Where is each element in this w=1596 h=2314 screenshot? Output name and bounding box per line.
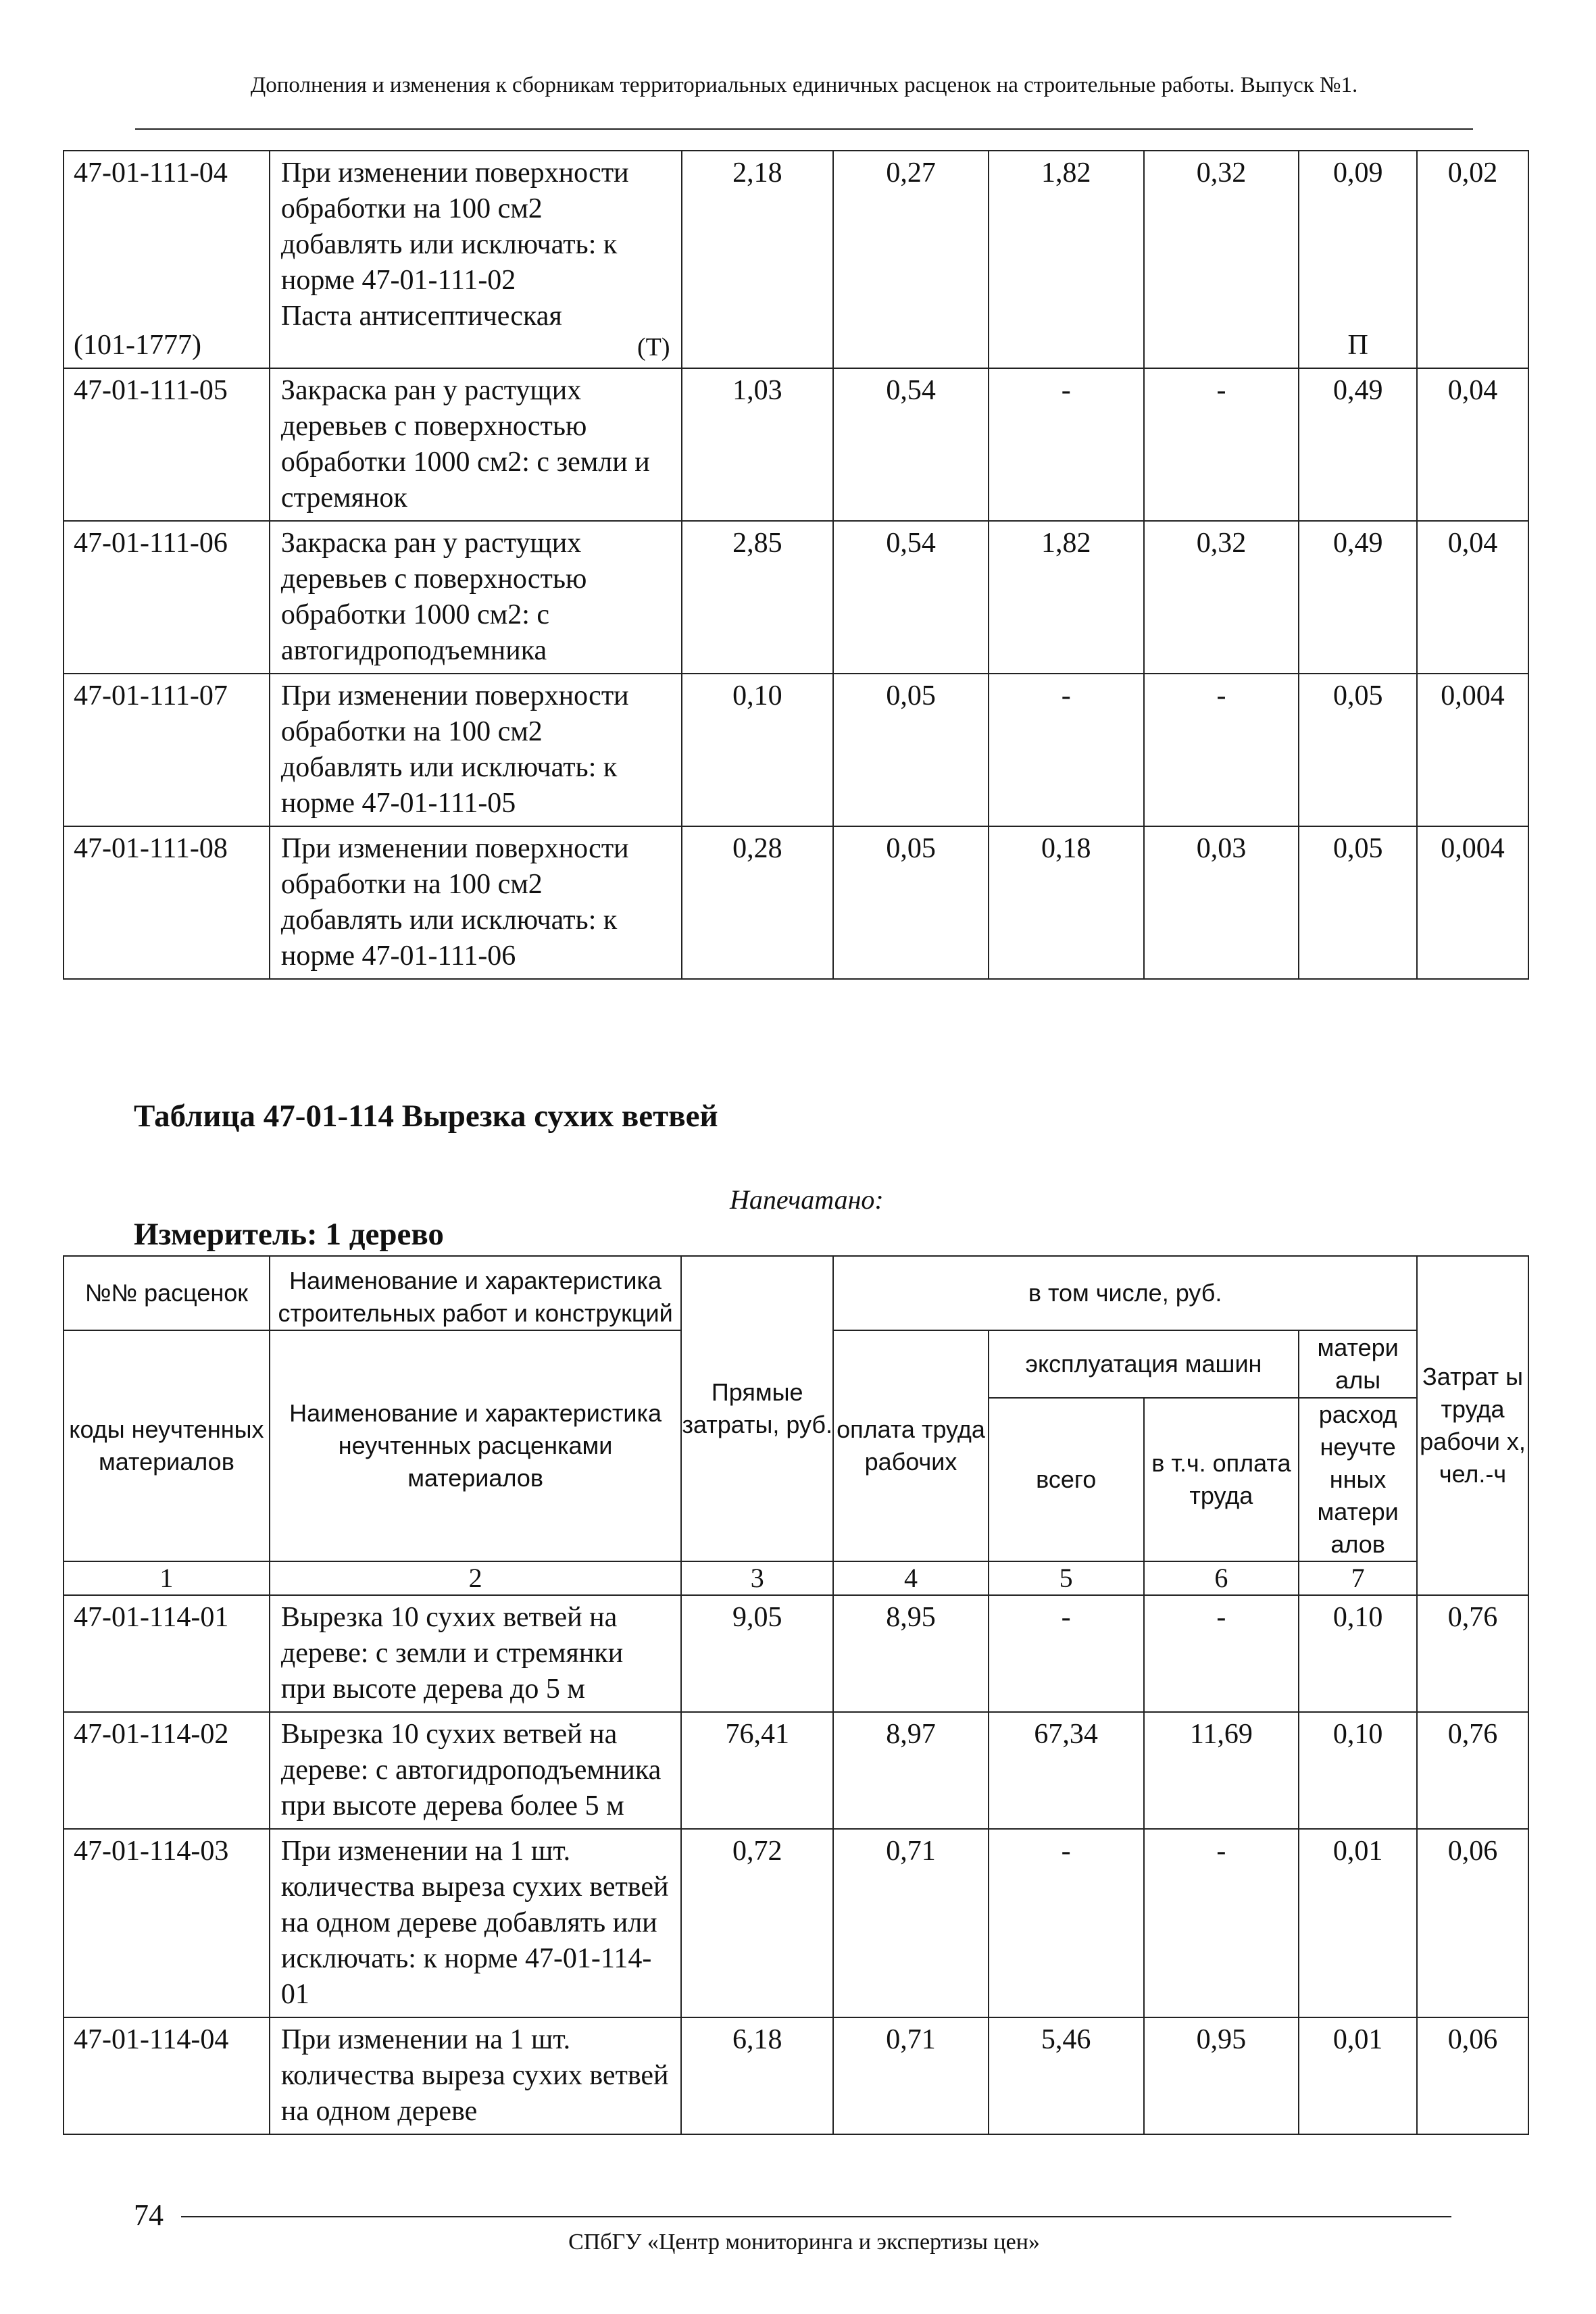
- labor-pay: 0,27: [833, 151, 989, 368]
- rate-code: 47-01-114-03: [64, 1829, 270, 2017]
- materials-cost: 0,05: [1299, 674, 1417, 826]
- header-consumption: расход неучте нных матери алов: [1299, 1398, 1417, 1561]
- rate-description: Закраска ран у растущих деревьев с поверхностью обработки 1000 см2: с земли и стремянок: [270, 368, 682, 521]
- machine-labor-pay: -: [1144, 674, 1299, 826]
- materials-cost: 0,09: [1332, 157, 1383, 188]
- direct-cost: 76,41: [681, 1712, 833, 1829]
- machine-total: -: [989, 674, 1144, 826]
- labor-hours: 0,02: [1417, 151, 1528, 368]
- materials-cost: 0,10: [1299, 1712, 1417, 1829]
- column-number: 7: [1299, 1561, 1417, 1595]
- rate-description: При изменении поверхности обработки на 100 см2 добавлять или исключать: к норме 47-01-111-05: [270, 674, 682, 826]
- material-name: Паста антисептическая: [280, 301, 562, 332]
- header-unaccounted-codes: коды неучтенных материалов: [64, 1330, 270, 1561]
- labor-pay: 0,05: [833, 826, 989, 979]
- table-row: [64, 2017, 1528, 2134]
- direct-cost: 1,03: [682, 368, 834, 521]
- rate-description: При изменении поверхности обработки на 100 см2 добавлять или исключать: к норме 47-01-111-02: [280, 157, 629, 296]
- header-name: Наименование и характеристика строительных работ и конструкций: [270, 1256, 681, 1330]
- machine-labor-pay: -: [1144, 1595, 1299, 1712]
- column-number: 2: [270, 1561, 681, 1595]
- material-code: (101-1777): [74, 330, 201, 361]
- materials-cost: 0,49: [1299, 368, 1417, 521]
- machine-labor-pay: 0,32: [1144, 521, 1299, 674]
- printed-label: Напечатано:: [730, 1184, 884, 1215]
- direct-cost: 0,10: [682, 674, 834, 826]
- labor-hours: 0,004: [1417, 674, 1528, 826]
- machine-total: 67,34: [989, 1712, 1144, 1829]
- machine-total: 0,18: [989, 826, 1144, 979]
- meter-label: Измеритель: 1 дерево: [134, 1217, 444, 1252]
- header-direct: Прямые затраты, руб.: [681, 1256, 833, 1561]
- materials-cost: 0,01: [1299, 1829, 1417, 2017]
- machine-labor-pay: 0,32: [1144, 151, 1299, 368]
- rate-description: Вырезка 10 сухих ветвей на дереве: с земли и стремянки при высоте дерева до 5 м: [270, 1595, 681, 1712]
- machine-labor-pay: -: [1144, 1829, 1299, 2017]
- rate-code: 47-01-111-05: [64, 368, 270, 521]
- rate-description: При изменении на 1 шт. количества выреза сухих ветвей на одном дереве добавлять или исключать: к норме 47-01-114-01: [270, 1829, 681, 2017]
- labor-pay: 8,95: [833, 1595, 989, 1712]
- machine-total: -: [989, 368, 1144, 521]
- direct-cost: 0,72: [681, 1829, 833, 2017]
- labor-pay: 0,71: [833, 1829, 989, 2017]
- table-row: [64, 151, 1528, 368]
- table-row: [64, 1595, 1528, 1712]
- table-row: [64, 368, 1528, 521]
- rates-table-continued: [63, 150, 1529, 980]
- direct-cost: 2,85: [682, 521, 834, 674]
- labor-hours: 0,04: [1417, 368, 1528, 521]
- table-row: [64, 1829, 1528, 2017]
- machine-labor-pay: 11,69: [1144, 1712, 1299, 1829]
- labor-hours: 0,76: [1417, 1595, 1528, 1712]
- machine-total: -: [989, 1829, 1144, 2017]
- rate-description: Закраска ран у растущих деревьев с поверхностью обработки 1000 см2: с автогидроподъемника: [270, 521, 682, 674]
- rate-description: При изменении на 1 шт. количества выреза сухих ветвей на одном дереве: [270, 2017, 681, 2134]
- rate-description: Вырезка 10 сухих ветвей на дереве: с автогидроподъемника при высоте дерева более 5 м: [270, 1712, 681, 1829]
- footer-rule: [181, 2216, 1451, 2217]
- page-footer: СПбГУ «Центр мониторинга и экспертизы цен»: [568, 2230, 1040, 2255]
- column-number: 3: [681, 1561, 833, 1595]
- rates-table-47-01-114: [63, 1255, 1529, 2135]
- materials-cost: 0,05: [1299, 826, 1417, 979]
- page-header: Дополнения и изменения к сборникам территориальных единичных расценок на строительные работы. Выпуск №1.: [250, 73, 1358, 97]
- labor-hours: 0,04: [1417, 521, 1528, 674]
- rate-code: 47-01-111-04: [74, 157, 228, 188]
- direct-cost: 2,18: [682, 151, 834, 368]
- header-machines-labor-pay: в т.ч. оплата труда: [1144, 1398, 1299, 1561]
- rate-code: 47-01-111-07: [64, 674, 270, 826]
- machine-total: -: [989, 1595, 1144, 1712]
- section-title: Таблица 47-01-114 Вырезка сухих ветвей: [134, 1099, 718, 1134]
- header-unaccounted-name: Наименование и характеристика неучтенных расценками материалов: [270, 1330, 681, 1561]
- header-labor-pay: оплата труда рабочих: [833, 1330, 989, 1561]
- labor-pay: 0,71: [833, 2017, 989, 2134]
- table-row: [64, 521, 1528, 674]
- machine-total: 1,82: [989, 521, 1144, 674]
- header-labor-cost: Затрат ы труда рабочи х, чел.-ч: [1417, 1256, 1528, 1595]
- rate-code: 47-01-114-02: [64, 1712, 270, 1829]
- header-materials: матери алы: [1299, 1330, 1417, 1398]
- machine-labor-pay: -: [1144, 368, 1299, 521]
- rate-code: 47-01-114-04: [64, 2017, 270, 2134]
- header-including: в том числе, руб.: [833, 1256, 1417, 1330]
- material-consumption: П: [1347, 330, 1368, 361]
- header-codes: №№ расценок: [64, 1256, 270, 1330]
- column-number: 6: [1144, 1561, 1299, 1595]
- direct-cost: 9,05: [681, 1595, 833, 1712]
- direct-cost: 0,28: [682, 826, 834, 979]
- table-row: [64, 1712, 1528, 1829]
- column-number: 1: [64, 1561, 270, 1595]
- labor-hours: 0,06: [1417, 2017, 1528, 2134]
- materials-cost: 0,10: [1299, 1595, 1417, 1712]
- table-row: [64, 674, 1528, 826]
- machine-labor-pay: 0,95: [1144, 2017, 1299, 2134]
- column-numbers-row: [64, 1561, 1528, 1595]
- page-number: 74: [134, 2198, 164, 2232]
- machine-total: 1,82: [989, 151, 1144, 368]
- labor-pay: 8,97: [833, 1712, 989, 1829]
- labor-pay: 0,05: [833, 674, 989, 826]
- labor-hours: 0,76: [1417, 1712, 1528, 1829]
- materials-cost: 0,49: [1299, 521, 1417, 674]
- machine-labor-pay: 0,03: [1144, 826, 1299, 979]
- rate-code: 47-01-111-08: [64, 826, 270, 979]
- labor-pay: 0,54: [833, 368, 989, 521]
- header-machines: эксплуатация машин: [989, 1330, 1299, 1398]
- direct-cost: 6,18: [681, 2017, 833, 2134]
- rate-code: 47-01-111-06: [64, 521, 270, 674]
- header-rule: [135, 128, 1473, 130]
- material-unit: (Т): [637, 333, 670, 361]
- labor-pay: 0,54: [833, 521, 989, 674]
- column-number: 5: [989, 1561, 1144, 1595]
- rate-description: При изменении поверхности обработки на 100 см2 добавлять или исключать: к норме 47-01-111-06: [270, 826, 682, 979]
- labor-hours: 0,004: [1417, 826, 1528, 979]
- column-number: 4: [833, 1561, 989, 1595]
- machine-total: 5,46: [989, 2017, 1144, 2134]
- rate-code: 47-01-114-01: [64, 1595, 270, 1712]
- header-machines-total: всего: [989, 1398, 1144, 1561]
- materials-cost: 0,01: [1299, 2017, 1417, 2134]
- labor-hours: 0,06: [1417, 1829, 1528, 2017]
- table-row: [64, 826, 1528, 979]
